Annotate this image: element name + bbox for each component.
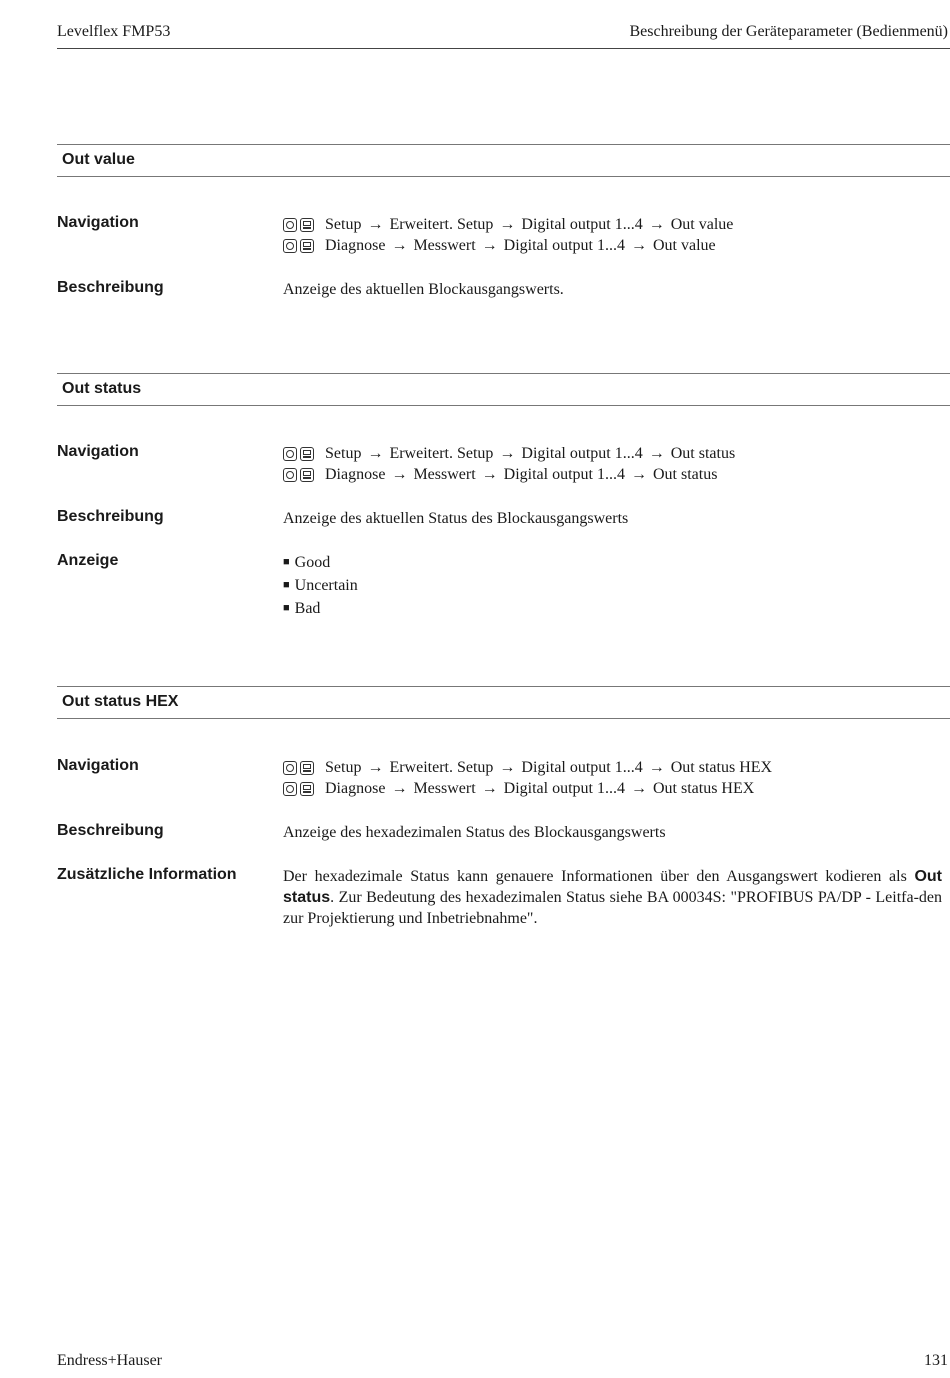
- zusatz-label: Zusätzliche Information: [57, 866, 237, 883]
- nav-crumb: Messwert: [413, 237, 476, 254]
- nav-crumb: Erweitert. Setup: [389, 445, 494, 462]
- nav-crumb: Diagnose: [325, 780, 386, 797]
- nav-crumb: Setup: [325, 445, 362, 462]
- zusatz-text-post: . Zur Bedeutung des hexadezimalen Status siehe BA 00034S: "PROFIBUS PA/DP - Leitfa-den zur Projektierung und Inbetriebnahme".: [283, 889, 942, 927]
- arrow-right-icon: →: [499, 759, 516, 776]
- section-title: Out value: [62, 151, 135, 168]
- nav-path-setup: [283, 214, 942, 235]
- beschreibung-label: Beschreibung: [57, 279, 164, 296]
- nav-crumb: Digital output 1...4: [503, 237, 625, 254]
- nav-crumb: Erweitert. Setup: [389, 216, 494, 233]
- beschreibung-text: Anzeige des hexadezimalen Status des Blockausgangswerts: [283, 824, 666, 841]
- nav-path-diagnose: [283, 778, 942, 799]
- nav-crumb: Digital output 1...4: [521, 216, 643, 233]
- nav-crumb: Diagnose: [325, 237, 386, 254]
- arrow-right-icon: →: [630, 780, 647, 797]
- nav-crumb: Out status: [670, 445, 736, 462]
- arrow-right-icon: →: [367, 445, 384, 462]
- running-header-product: Levelflex FMP53: [57, 23, 171, 40]
- section-title: Out status: [62, 380, 142, 397]
- zusatz-text: [283, 866, 942, 929]
- navigation-paths: [283, 443, 942, 485]
- arrow-right-icon: →: [630, 466, 647, 483]
- nav-crumb: Setup: [325, 216, 362, 233]
- zusatz-text-bold: Out status: [283, 868, 942, 906]
- nav-crumb: Out status HEX: [670, 759, 773, 776]
- section-header-out-value: [57, 144, 950, 177]
- nav-path-diagnose: [283, 464, 942, 485]
- header-divider: [57, 48, 950, 49]
- anzeige-options: [283, 552, 942, 621]
- display-menu-icon: [300, 468, 314, 482]
- arrow-right-icon: →: [648, 216, 665, 233]
- operating-menu-icon: [283, 761, 297, 775]
- display-menu-icon: [300, 761, 314, 775]
- beschreibung-text: Anzeige des aktuellen Blockausgangswerts.: [283, 281, 564, 298]
- list-item: ■ Bad: [283, 598, 942, 621]
- nav-crumb: Digital output 1...4: [503, 466, 625, 483]
- list-item: ■ Good: [283, 552, 942, 575]
- nav-crumb: Out status: [652, 466, 718, 483]
- page-number: 131: [924, 1352, 948, 1369]
- beschreibung-label: Beschreibung: [57, 822, 164, 839]
- nav-crumb: Setup: [325, 759, 362, 776]
- arrow-right-icon: →: [648, 445, 665, 462]
- operating-menu-icon: [283, 239, 297, 253]
- nav-crumb: Messwert: [413, 780, 476, 797]
- zusatz-text-pre: Der hexadezimale Status kann genauere Informationen über den Ausgangswert kodieren als: [283, 868, 915, 885]
- nav-crumb: Digital output 1...4: [503, 780, 625, 797]
- arrow-right-icon: →: [630, 237, 647, 254]
- display-menu-icon: [300, 218, 314, 232]
- anzeige-label: Anzeige: [57, 552, 119, 569]
- arrow-right-icon: →: [481, 466, 498, 483]
- navigation-label: Navigation: [57, 443, 139, 460]
- section-title: Out status HEX: [62, 693, 179, 710]
- nav-crumb: Out status HEX: [652, 780, 755, 797]
- navigation-paths: [283, 757, 942, 799]
- operating-menu-icon: [283, 447, 297, 461]
- arrow-right-icon: →: [481, 780, 498, 797]
- navigation-label: Navigation: [57, 757, 139, 774]
- nav-path-diagnose: [283, 235, 942, 256]
- section-header-out-status-hex: [57, 686, 950, 719]
- nav-path-setup: [283, 443, 942, 464]
- navigation-paths: [283, 214, 942, 256]
- arrow-right-icon: →: [367, 759, 384, 776]
- operating-menu-icon: [283, 218, 297, 232]
- nav-path-setup: [283, 757, 942, 778]
- arrow-right-icon: →: [367, 216, 384, 233]
- operating-menu-icon: [283, 782, 297, 796]
- display-menu-icon: [300, 782, 314, 796]
- arrow-right-icon: →: [391, 780, 408, 797]
- display-menu-icon: [300, 447, 314, 461]
- section-header-out-status: [57, 373, 950, 406]
- display-menu-icon: [300, 239, 314, 253]
- operating-menu-icon: [283, 468, 297, 482]
- nav-crumb: Erweitert. Setup: [389, 759, 494, 776]
- arrow-right-icon: →: [391, 237, 408, 254]
- nav-crumb: Messwert: [413, 466, 476, 483]
- arrow-right-icon: →: [391, 466, 408, 483]
- navigation-label: Navigation: [57, 214, 139, 231]
- nav-crumb: Digital output 1...4: [521, 759, 643, 776]
- anzeige-list: [283, 552, 942, 621]
- nav-crumb: Diagnose: [325, 466, 386, 483]
- nav-crumb: Out value: [670, 216, 734, 233]
- arrow-right-icon: →: [499, 445, 516, 462]
- running-header-chapter: Beschreibung der Geräteparameter (Bedienmenü): [629, 23, 948, 40]
- beschreibung-text: Anzeige des aktuellen Status des Blockausgangswerts: [283, 510, 629, 527]
- footer-publisher: Endress+Hauser: [57, 1352, 162, 1369]
- arrow-right-icon: →: [648, 759, 665, 776]
- arrow-right-icon: →: [481, 237, 498, 254]
- nav-crumb: Out value: [652, 237, 716, 254]
- list-item: ■ Uncertain: [283, 575, 942, 598]
- arrow-right-icon: →: [499, 216, 516, 233]
- beschreibung-label: Beschreibung: [57, 508, 164, 525]
- nav-crumb: Digital output 1...4: [521, 445, 643, 462]
